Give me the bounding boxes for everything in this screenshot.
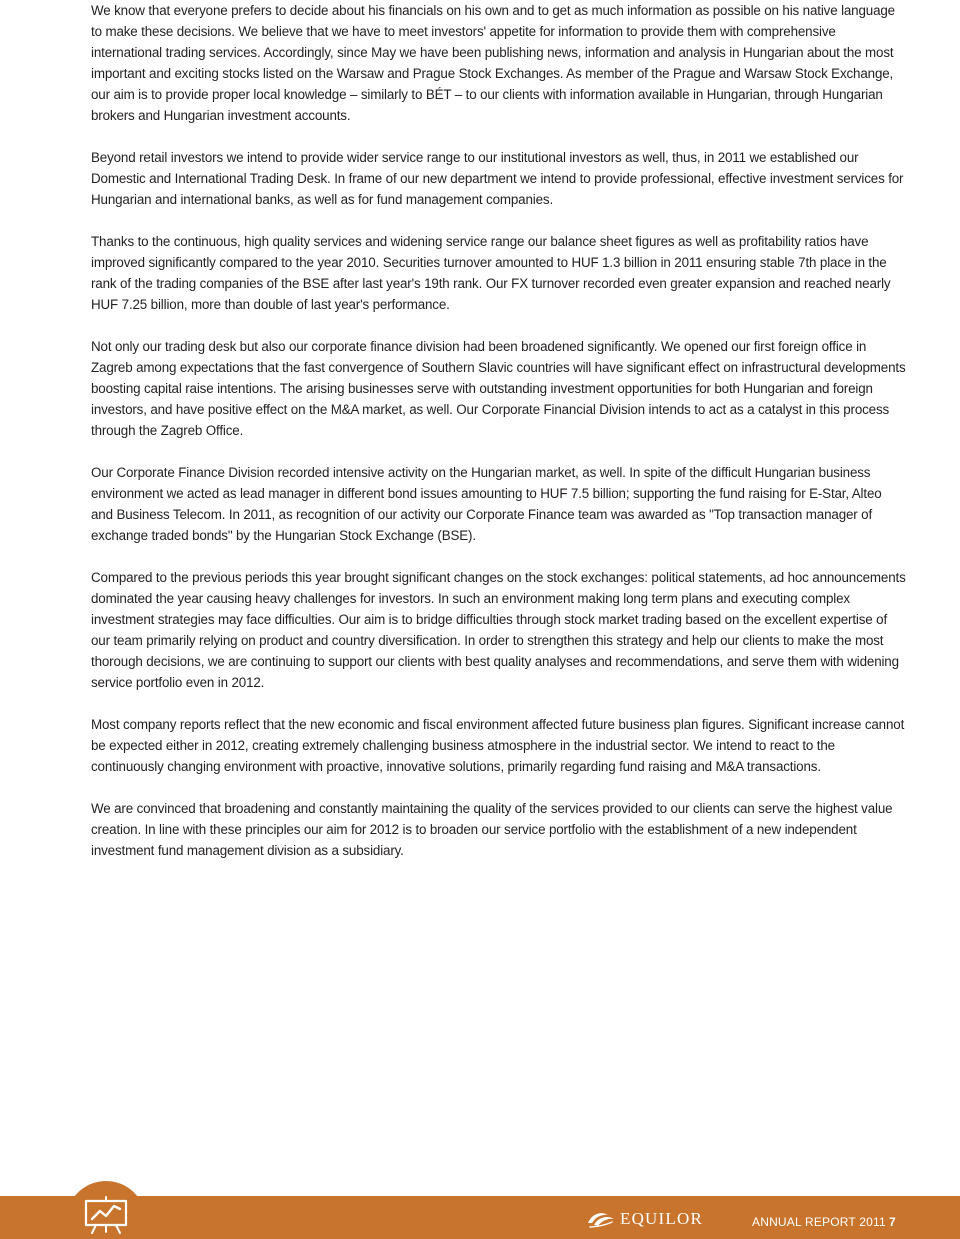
equilor-logo-mark-icon — [586, 1209, 616, 1229]
presentation-chart-icon — [82, 1195, 130, 1235]
logo-text: EQUILOR — [620, 1209, 703, 1228]
paragraph: We know that everyone prefers to decide about his financials on his own and to get as much information as possible on his native language to make these decisions. We believe that we have to meet investors' appetite for information to provide them with comprehensive international trading services. Accordingly, since May we have been publishing news, information and analysis in Hungarian about the most important and exciting stocks listed on the Warsaw and Prague Stock Exchanges. As member of the Prague and Warsaw Stock Exchange, our aim is to provide proper local knowledge – similarly to BÉT – to our clients with information available in Hungarian, through Hungarian brokers and Hungarian investment accounts. — [91, 3, 895, 123]
paragraph: Thanks to the continuous, high quality services and widening service range our balance sheet figures as well as profitability ratios have improved significantly compared to the year 2010. Securities turnover amounted to HUF 1.3 billion in 2011 ensuring stable 7th place in the rank of the trading companies of the BSE after last year's 19th rank. Our FX turnover recorded even greater expansion and reached nearly HUF 7.25 billion, more than double of last year's performance. — [91, 234, 891, 312]
paragraph: We are convinced that broadening and constantly maintaining the quality of the services provided to our clients can serve the highest value creation. In line with these principles our aim for 2012 is to broaden our service portfolio with the establishment of a new independent investment fund management division as a subsidiary. — [91, 801, 893, 858]
paragraph: Not only our trading desk but also our corporate finance division had been broadened significantly. We opened our first foreign office in Zagreb among expectations that the fast convergence of Southern Slavic countries will have significant effect on infrastructural developments boosting capital raise intentions. The arising businesses serve with outstanding investment opportunities for both Hungarian and foreign investors, and have positive effect on the M&A market, as well. Our Corporate Financial Division intends to act as a catalyst in this process through the Zagreb Office. — [91, 339, 906, 438]
report-label: ANNUAL REPORT 2011 — [752, 1215, 886, 1229]
equilor-logo — [586, 1207, 703, 1231]
body-text — [91, 0, 906, 882]
page-number: 7 — [889, 1215, 896, 1229]
paragraph: Beyond retail investors we intend to provide wider service range to our institutional investors as well, thus, in 2011 we established our Domestic and International Trading Desk. In frame of our new department we intend to provide professional, effective investment services for Hungarian and international banks, as well as for fund management companies. — [91, 150, 904, 207]
paragraph: Most company reports reflect that the new economic and fiscal environment affected future business plan figures. Significant increase cannot be expected either in 2012, creating extremely challenging business atmosphere in the industrial sector. We intend to react to the continuously changing environment with proactive, innovative solutions, primarily regarding fund raising and M&A transactions. — [91, 717, 905, 774]
paragraph: Our Corporate Finance Division recorded intensive activity on the Hungarian market, as well. In spite of the difficult Hungarian business environment we acted as lead manager in different bond issues amounting to HUF 7.5 billion; supporting the fund raising for E-Star, Alteo and Business Telecom. In 2011, as recognition of our activity our Corporate Finance team was awarded as "Top transaction manager of exchange traded bonds" by the Hungarian Stock Exchange (BSE). — [91, 465, 882, 543]
paragraph: Compared to the previous periods this year brought significant changes on the stock exchanges: political statements, ad hoc announcements dominated the year causing heavy challenges for investors. In such an environment making long term plans and executing complex investment strategies may face difficulties. Our aim is to bridge difficulties through stock market trading based on the excellent expertise of our team primarily relying on product and country diversification. In order to strengthen this strategy and help our clients to make the most thorough decisions, we are continuing to support our clients with best quality analyses and recommendations, and serve them with widening service portfolio even in 2012. — [91, 570, 906, 690]
